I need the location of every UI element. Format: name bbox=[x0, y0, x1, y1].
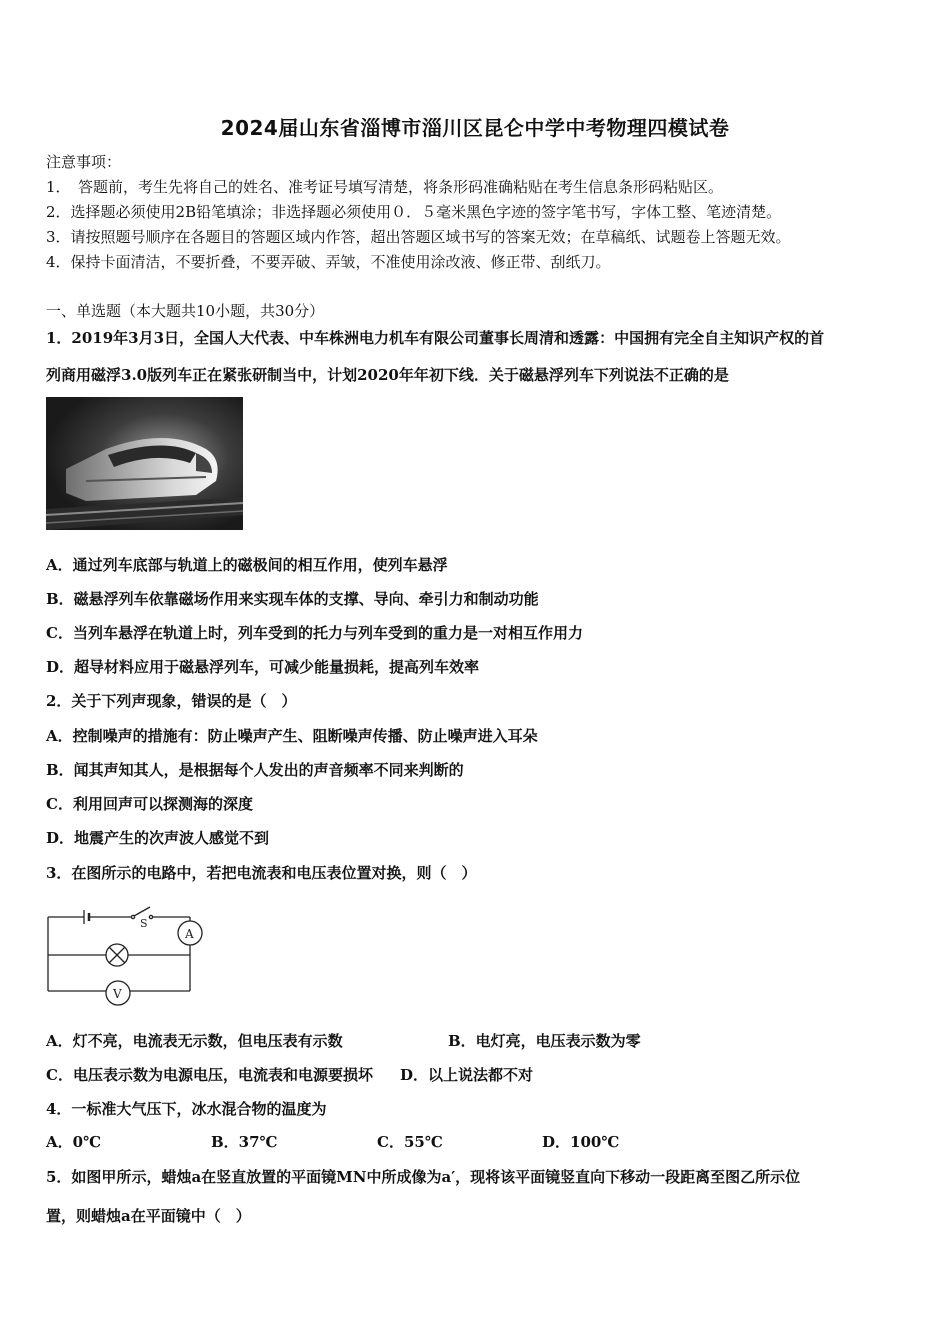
q3-option-a: A．灯不亮，电流表无示数，但电压表有示数 bbox=[46, 1032, 343, 1050]
notice-item: 4．保持卡面清洁，不要折叠，不要弄破、弄皱，不准使用涂改液、修正带、刮纸刀。 bbox=[46, 253, 611, 271]
q1-stem-line2: 列商用磁浮3.0版列车正在紧张研制当中，计划2020年年初下线．关于磁悬浮列车下列说法不正确的是 bbox=[46, 366, 729, 384]
q5-stem-line1: 5．如图甲所示，蜡烛a在竖直放置的平面镜MN中所成像为a′，现将该平面镜竖直向下移动一段距离至图乙所示位 bbox=[46, 1168, 801, 1186]
q2-option-b: B．闻其声知其人，是根据每个人发出的声音频率不同来判断的 bbox=[46, 761, 464, 779]
q2-option-d: D．地震产生的次声波人感觉不到 bbox=[46, 829, 270, 847]
q4-option-d: D．100℃ bbox=[542, 1133, 620, 1151]
q3-option-d: D．以上说法都不对 bbox=[400, 1066, 534, 1084]
notice-item: 2．选择题必须使用2B铅笔填涂；非选择题必须使用０．５毫米黑色字迹的签字笔书写，字体工整、笔迹清楚。 bbox=[46, 203, 782, 221]
maglev-train-photo bbox=[46, 397, 243, 530]
q3-option-c: C．电压表示数为电源电压，电流表和电源要损坏 bbox=[46, 1066, 373, 1084]
q2-option-c: C．利用回声可以探测海的深度 bbox=[46, 795, 253, 813]
notice-item: 1． 答题前，考生先将自己的姓名、准考证号填写清楚，将条形码准确粘贴在考生信息条形码粘贴区。 bbox=[46, 178, 724, 196]
q4-option-a: A．0℃ bbox=[46, 1133, 102, 1151]
q1-option-b: B．磁悬浮列车依靠磁场作用来实现车体的支撑、导向、牵引力和制动功能 bbox=[46, 590, 539, 608]
q2-stem: 2．关于下列声现象，错误的是（ ） bbox=[46, 692, 297, 710]
voltmeter-label: V bbox=[113, 987, 122, 1001]
q1-option-a: A．通过列车底部与轨道上的磁极间的相互作用，使列车悬浮 bbox=[46, 556, 448, 574]
q5-stem-line2: 置，则蜡烛a在平面镜中（ ） bbox=[46, 1207, 251, 1225]
q4-option-b: B．37℃ bbox=[211, 1133, 278, 1151]
ammeter-label: A bbox=[185, 927, 194, 941]
q1-option-d: D．超导材料应用于磁悬浮列车，可减少能量损耗，提高列车效率 bbox=[46, 658, 480, 676]
q1-stem-line1: 1．2019年3月3日，全国人大代表、中车株洲电力机车有限公司董事长周清和透露：中国拥有完全自主知识产权的首 bbox=[46, 329, 825, 347]
q2-option-a: A．控制噪声的措施有：防止噪声产生、阻断噪声传播、防止噪声进入耳朵 bbox=[46, 727, 538, 745]
page-title: 2024届山东省淄博市淄川区昆仑中学中考物理四模试卷 bbox=[220, 116, 730, 140]
q3-option-b: B．电灯亮，电压表示数为零 bbox=[448, 1032, 641, 1050]
circuit-diagram bbox=[44, 895, 210, 1007]
section-heading: 一、单选题（本大题共10小题，共30分） bbox=[46, 302, 325, 320]
notice-heading: 注意事项： bbox=[46, 153, 122, 171]
q4-option-c: C．55℃ bbox=[377, 1133, 443, 1151]
q4-stem: 4．一标准大气压下，冰水混合物的温度为 bbox=[46, 1100, 327, 1118]
q1-option-c: C．当列车悬浮在轨道上时，列车受到的托力与列车受到的重力是一对相互作用力 bbox=[46, 624, 583, 642]
q3-stem: 3．在图所示的电路中，若把电流表和电压表位置对换，则（ ） bbox=[46, 864, 477, 882]
switch-label: S bbox=[140, 917, 148, 930]
notice-item: 3．请按照题号顺序在各题目的答题区域内作答，超出答题区域书写的答案无效；在草稿纸、试题卷上答题无效。 bbox=[46, 228, 791, 246]
